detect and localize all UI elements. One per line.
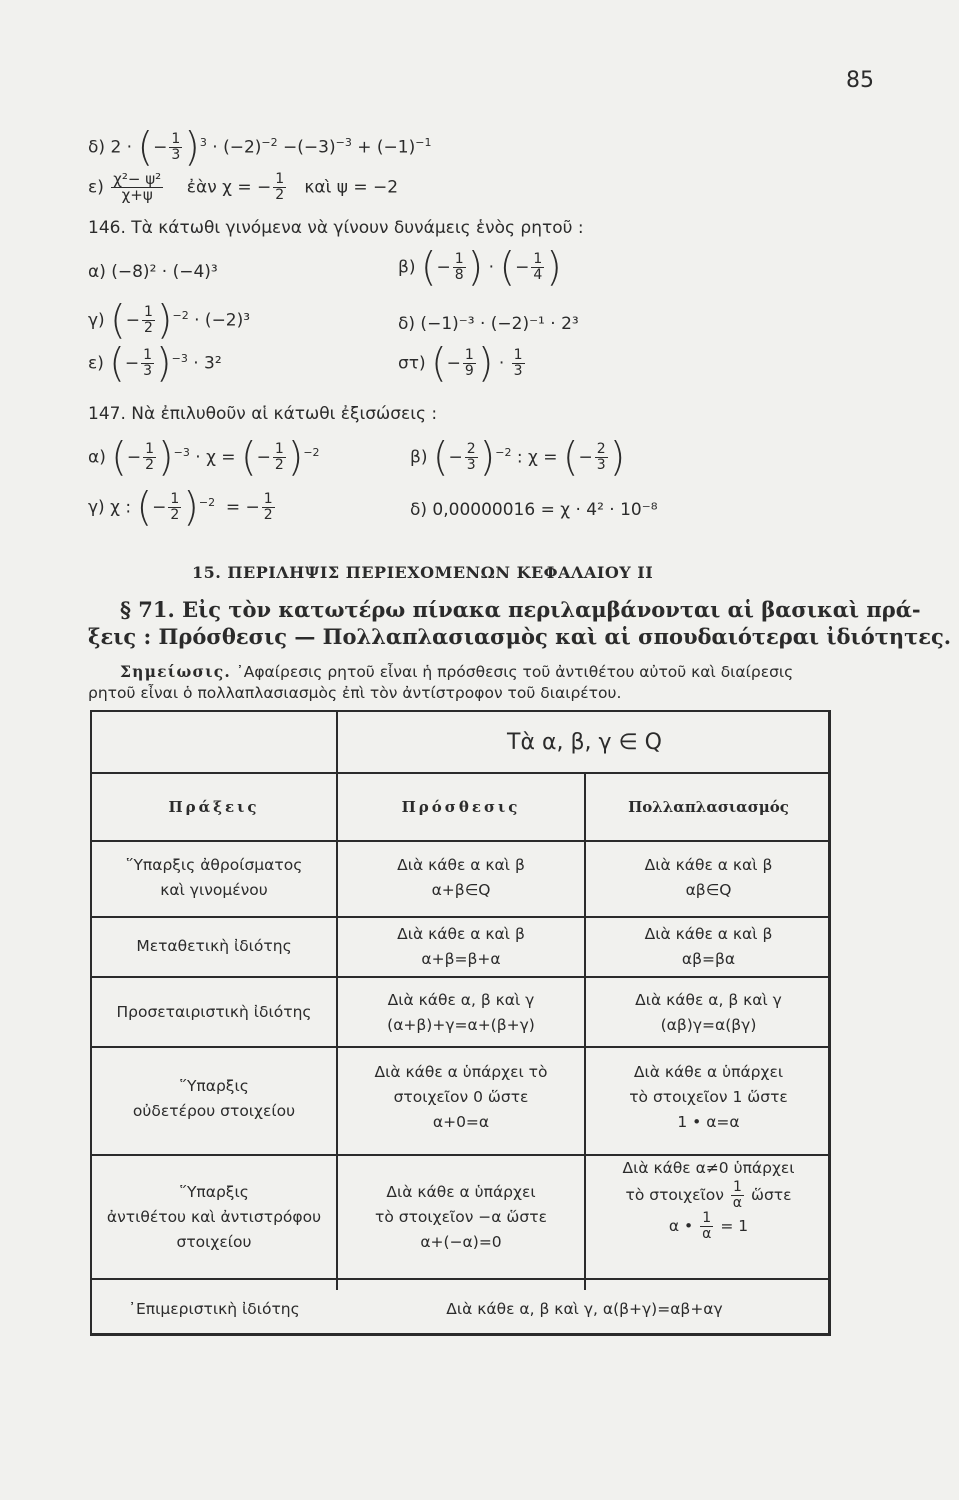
cell-line: α+β=β+α [421, 950, 501, 968]
cell-text: α • [668, 1217, 694, 1235]
cell-line: α+β∈Q [431, 881, 491, 899]
exercise-146-c: γ) (− $\frac{1}{2}$ )$^{-2}$ · (−2)³ [88, 297, 251, 344]
paragraph-line-2: ξεις : Πρόσθεσις — Πολλαπλασιασμὸς καὶ αἱ σπουδαιότεραι ἰδιότητες. [88, 624, 952, 649]
row-divider [90, 772, 831, 774]
exercise-146-d: δ) (−1)⁻³ · (−2)⁻¹ · 2³ [398, 314, 579, 334]
column-header-multiplication: Πολλαπλασιασμός [628, 798, 789, 816]
cell-line: Διὰ κάθε α≠0 ὑπάρχει [622, 1159, 795, 1177]
cell-line: (α+β)+γ=α+(β+γ) [387, 1016, 535, 1034]
cell-line: α • $\frac{1}{\alpha}$ = 1 [668, 1210, 749, 1242]
exercise-label: ε) [88, 177, 104, 198]
row-divider [90, 916, 831, 918]
expr-part: −(−3) [283, 137, 336, 158]
expr-part: 2 · [110, 137, 133, 158]
cell-line: Διὰ κάθε α καὶ β [644, 925, 773, 943]
exercise-147-c: γ) χ : (− $\frac{1}{2}$ )$^{-2}$ = − $\frac{1}{2}$ [88, 484, 273, 531]
cell-line: Διὰ κάθε α καὶ β [397, 925, 525, 943]
table-row-distributive-text: Διὰ κάθε α, β καὶ γ, α(β+γ)=αβ+αγ [446, 1300, 723, 1318]
condition-text: ἐὰν χ = − [186, 177, 272, 198]
expr-part: : χ = [516, 447, 558, 468]
exercise-label: β) [398, 257, 416, 278]
expr-part: · (−2)³ [194, 310, 251, 331]
cell-line: Διὰ κάθε α ὑπάρχει [386, 1183, 536, 1201]
note-label: Σημείωσις. [120, 662, 232, 681]
table-row-inverse-mul [586, 1156, 831, 1242]
table-row-identity-op [92, 1074, 336, 1124]
table-top-header: Τὰ α, β, γ ∈ Q [507, 730, 662, 755]
expr-part: · (−2) [212, 137, 262, 158]
cell-line: Μεταθετικὴ ἰδιότης [136, 937, 292, 955]
cell-line: τὸ στοιχεῖον $\frac{1}{\alpha}$ ὥστε [625, 1179, 792, 1211]
cell-line: α+(−α)=0 [420, 1233, 502, 1251]
cell-text: τὸ στοιχεῖον [625, 1186, 724, 1204]
note-line-1 [120, 662, 793, 681]
row-divider [90, 840, 831, 842]
cell-line: ῞Υπαρξις ἀθροίσματος [125, 856, 303, 874]
cell-line: Διὰ κάθε α καὶ β [644, 856, 773, 874]
exercise-147-b: β) (− $\frac{2}{3}$ )$^{-2}$ : χ = (− $\frac{2}{3}$ ) [410, 434, 626, 481]
fraction-denominator: χ+ψ [121, 186, 153, 204]
table-row-closure-mul [586, 853, 831, 903]
cell-text: ὥστε [750, 1186, 792, 1204]
column-header-operations: Πράξεις [168, 798, 260, 816]
paragraph-line-1: § 71. Εἰς τὸν κατωτέρω πίνακα περιλαμβάνονται αἱ βασικαὶ πρά- [120, 597, 921, 622]
cell-line: οὐδετέρου στοιχείου [132, 1102, 296, 1120]
cell-line: Διὰ κάθε α ὑπάρχει τὸ [374, 1063, 548, 1081]
exercise-146-a: α) (−8)² · (−4)³ [88, 262, 218, 282]
table-row-commutative-op [92, 934, 336, 959]
table-row-closure-op [92, 853, 336, 903]
table-row-identity-add [338, 1060, 584, 1135]
exercise-146-title: 146. Τὰ κάτωθι γινόμενα νὰ γίνουν δυνάμεις ἑνὸς ρητοῦ : [88, 218, 584, 238]
expr-part: · χ = [195, 447, 236, 468]
exercise-label: ε) [88, 353, 104, 374]
cell-line: καὶ γινομένου [160, 881, 268, 899]
cell-line: 1 • α=α [677, 1113, 740, 1131]
exercise-label: δ) [88, 137, 106, 158]
row-divider [90, 976, 831, 978]
exercise-label: α) [88, 447, 106, 468]
expr-part: · 3² [193, 353, 222, 374]
exercise-146-st: στ) (− $\frac{1}{9}$ ) · $\frac{1}{3}$ [398, 340, 523, 387]
cell-line: (αβ)γ=α(βγ) [660, 1016, 757, 1034]
note-line-2: ρητοῦ εἶναι ὁ πολλαπλασιασμὸς ἐπὶ τὸν ἀντίστροφον τοῦ διαιρέτου. [88, 684, 622, 702]
exercise-147-title: 147. Νὰ ἐπιλυθοῦν αἱ κάτωθι ἐξισώσεις : [88, 404, 438, 424]
cell-text: = 1 [720, 1217, 749, 1235]
exercise-label: γ) [88, 310, 105, 331]
table-row-inverse-op [92, 1180, 336, 1255]
cell-line: στοιχεῖον 0 ὥστε [393, 1088, 529, 1106]
row-divider [90, 1278, 831, 1280]
expr-part: = − [225, 497, 260, 518]
fraction-numerator: χ²− ψ² [113, 170, 162, 188]
cell-line: τὸ στοιχεῖον −α ὥστε [375, 1208, 547, 1226]
condition-text: καὶ ψ = −2 [304, 177, 399, 198]
exercise-label: β) [410, 447, 428, 468]
cell-line: τὸ στοιχεῖον 1 ὥστε [629, 1088, 788, 1106]
table-row-associative-add [338, 988, 584, 1038]
page-number: 85 [846, 68, 874, 93]
row-divider [90, 1046, 831, 1048]
cell-line: ἀντιθέτου καὶ ἀντιστρόφου [106, 1208, 322, 1226]
cell-line: στοιχείου [176, 1233, 252, 1251]
cell-line: Προσεταιριστικὴ ἰδιότης [116, 1003, 312, 1021]
exercise-e: ε) $\frac{\text{χ²− ψ²}}{\chi+\psi}$ ἐὰν χ = − $\frac{1}{2}$ καὶ ψ = −2 [88, 170, 399, 204]
table-row-commutative-mul [586, 922, 831, 972]
note-text: ᾿Αφαίρεσις ρητοῦ εἶναι ἡ πρόσθεσις τοῦ ἀντιθέτου αὐτοῦ καὶ διαίρεσις [235, 663, 794, 681]
cell-line: Διὰ κάθε α καὶ β [397, 856, 525, 874]
exercise-147-a: α) (− $\frac{1}{2}$ )$^{-3}$ · χ = (− $\frac{1}{2}$ )$^{-2}$ [88, 434, 320, 481]
exercise-label: στ) [398, 353, 426, 374]
cell-line: ῞Υπαρξις [179, 1183, 249, 1201]
column-header-addition: Πρόσθεσις [401, 798, 521, 816]
table-row-associative-mul [586, 988, 831, 1038]
table-row-inverse-add [338, 1180, 584, 1255]
table-row-distributive-op: ᾿Επιμεριστικὴ ἰδιότης [128, 1300, 300, 1318]
exercise-147-d: δ) 0,00000016 = χ · 4² · 10⁻⁸ [410, 500, 658, 520]
exercise-146-e: ε) (− $\frac{1}{3}$ )$^{-3}$ · 3² [88, 340, 222, 387]
section-heading: 15. ΠΕΡΙΛΗΨΙΣ ΠΕΡΙΕΧΟΜΕΝΩΝ ΚΕΦΑΛΑΙΟΥ ΙΙ [192, 563, 654, 582]
table-row-commutative-add [338, 922, 584, 972]
cell-line: αβ=βα [681, 950, 736, 968]
table-row-closure-add [338, 853, 584, 903]
cell-line: αβ∈Q [685, 881, 732, 899]
cell-line: α+0=α [432, 1113, 490, 1131]
cell-line: Διὰ κάθε α, β καὶ γ [387, 991, 535, 1009]
table-row-associative-op [92, 1000, 336, 1025]
exercise-146-b: β) (− $\frac{1}{8}$ ) · (− $\frac{1}{4}$ ) [398, 244, 562, 291]
expr-part: + (−1) [357, 137, 416, 158]
cell-line: ῞Υπαρξις [179, 1077, 249, 1095]
table-row-identity-mul [586, 1060, 831, 1135]
cell-line: Διὰ κάθε α ὑπάρχει [633, 1063, 784, 1081]
exercise-label: γ) χ : [88, 497, 132, 518]
cell-line: Διὰ κάθε α, β καὶ γ [635, 991, 782, 1009]
exercise-d: δ) 2 · (− $\frac{1}{3}$ )$^3 \cdot (-2)^{-2} -(-3)^{-3} + (-1)^{-1}$ [88, 124, 432, 171]
